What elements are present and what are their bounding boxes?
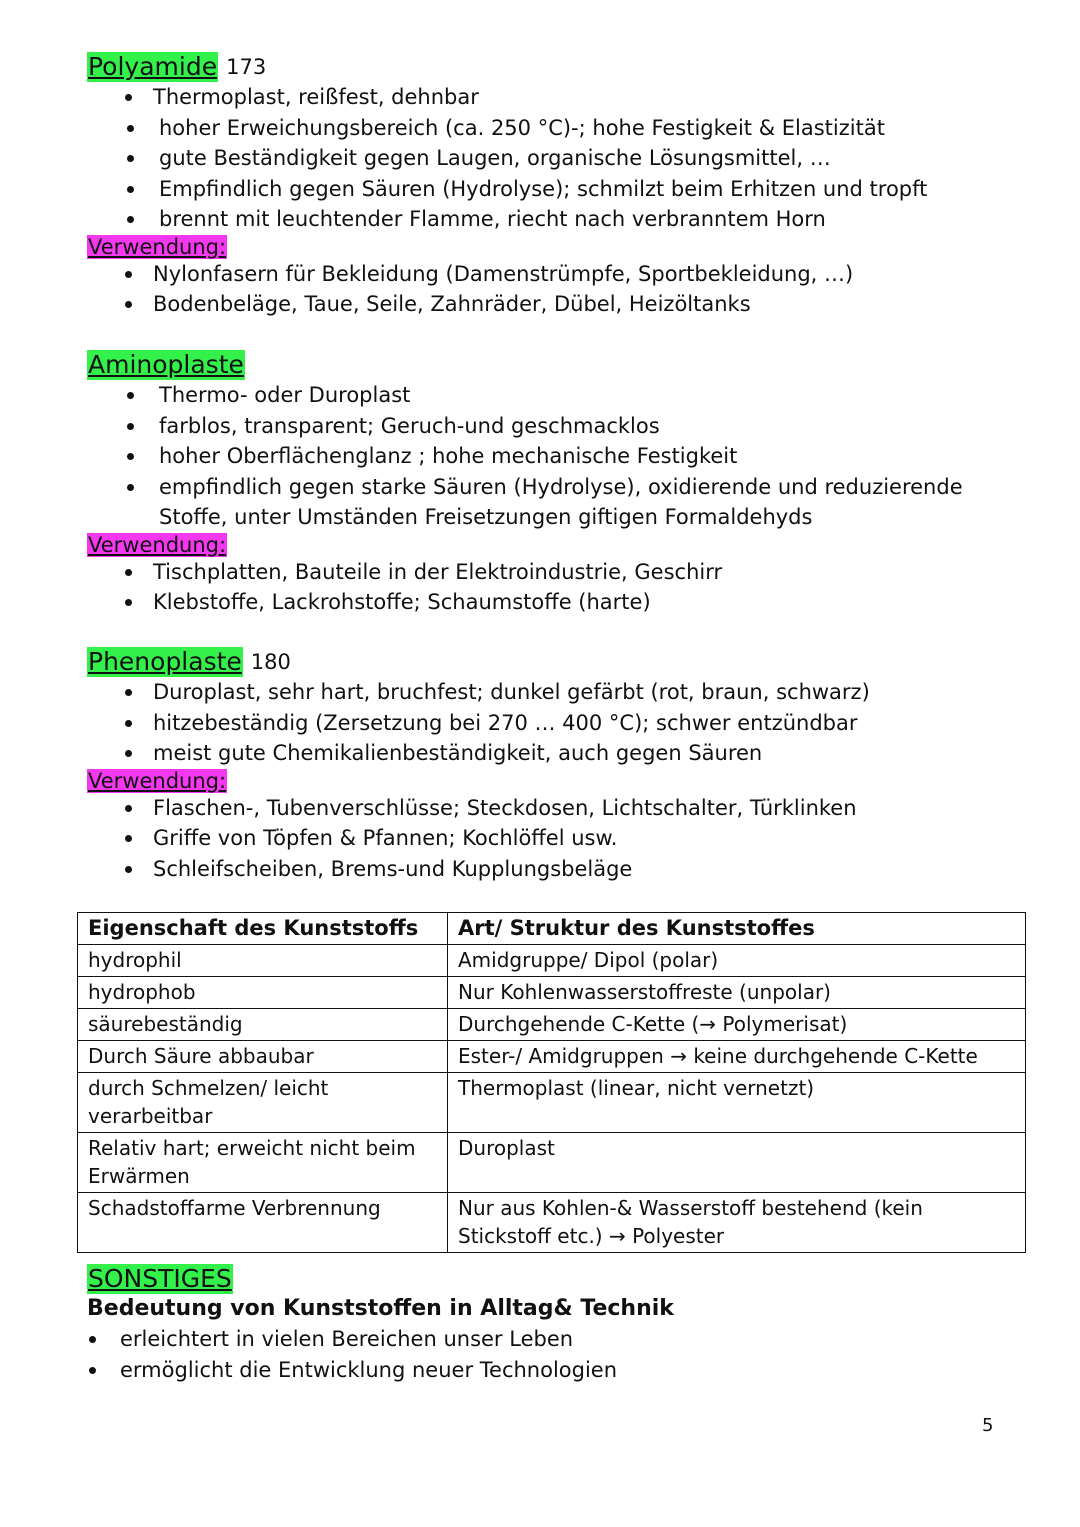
property-list bbox=[87, 113, 927, 235]
usage-list bbox=[87, 557, 1017, 618]
table-cell: Amidgruppe/ Dipol (polar) bbox=[448, 945, 1026, 977]
table-row bbox=[78, 1073, 1026, 1133]
list-item: Duroplast, sehr hart, bruchfest; dunkel gefärbt (rot, braun, schwarz) bbox=[87, 677, 870, 708]
item-list bbox=[87, 1324, 674, 1385]
page-number: 5 bbox=[982, 1415, 994, 1436]
list-item: Griffe von Töpfen & Pfannen; Kochlöffel usw. bbox=[87, 823, 870, 854]
table-cell: Ester-/ Amidgruppen → keine durchgehende C-Kette bbox=[448, 1041, 1026, 1073]
table-row bbox=[78, 1193, 1026, 1253]
section-title-sonstiges: SONSTIGES bbox=[88, 1264, 232, 1293]
list-item: empfindlich gegen starke Säuren (Hydrolyse), oxidierende und reduzierende Stoffe, unter Umständen Freisetzungen giftigen Formaldehyds bbox=[87, 472, 1017, 533]
section-title-aminoplaste: Aminoplaste bbox=[88, 350, 244, 379]
table-row bbox=[78, 1041, 1026, 1073]
list-item: Nylonfasern für Bekleidung (Damenstrümpfe, Sportbekleidung, …) bbox=[87, 259, 927, 290]
usage-label: Verwendung: bbox=[88, 532, 227, 557]
list-item: Bodenbeläge, Taue, Seile, Zahnräder, Dübel, Heizöltanks bbox=[87, 289, 927, 320]
list-item: hoher Erweichungsbereich (ca. 250 °C)-; hohe Festigkeit & Elastizität bbox=[87, 113, 927, 144]
table-row bbox=[78, 977, 1026, 1009]
section-phenoplaste bbox=[87, 647, 870, 884]
usage-label: Verwendung: bbox=[88, 768, 227, 793]
list-item: brennt mit leuchtender Flamme, riecht nach verbranntem Horn bbox=[87, 204, 927, 235]
property-structure-table bbox=[77, 912, 1026, 1253]
table-cell: Thermoplast (linear, nicht vernetzt) bbox=[448, 1073, 1026, 1133]
page-reference: 180 bbox=[250, 650, 291, 674]
page-reference: 173 bbox=[226, 55, 267, 79]
table-header-row bbox=[78, 913, 1026, 945]
list-item: Thermo- oder Duroplast bbox=[87, 380, 1017, 411]
list-item: Tischplatten, Bauteile in der Elektroindustrie, Geschirr bbox=[87, 557, 1017, 588]
table-cell: Schadstoffarme Verbrennung bbox=[78, 1193, 448, 1253]
table-cell: Duroplast bbox=[448, 1133, 1026, 1193]
usage-list bbox=[87, 793, 870, 885]
table-cell: Durch Säure abbaubar bbox=[78, 1041, 448, 1073]
property-list bbox=[87, 677, 870, 769]
property-list bbox=[87, 82, 927, 113]
section-title-polyamide: Polyamide bbox=[88, 52, 218, 81]
section-aminoplaste bbox=[87, 350, 1017, 618]
table-row bbox=[78, 1009, 1026, 1041]
table-cell: Durchgehende C-Kette (→ Polymerisat) bbox=[448, 1009, 1026, 1041]
table-cell: Nur Kohlenwasserstoffreste (unpolar) bbox=[448, 977, 1026, 1009]
list-item: Thermoplast, reißfest, dehnbar bbox=[87, 82, 927, 113]
list-item: hoher Oberflächenglanz ; hohe mechanische Festigkeit bbox=[87, 441, 1017, 472]
list-item: Flaschen-, Tubenverschlüsse; Steckdosen, Lichtschalter, Türklinken bbox=[87, 793, 870, 824]
list-item: erleichtert in vielen Bereichen unser Leben bbox=[87, 1324, 674, 1355]
table-cell: Nur aus Kohlen-& Wasserstoff bestehend (kein Stickstoff etc.) → Polyester bbox=[448, 1193, 1026, 1253]
list-item: ermöglicht die Entwicklung neuer Technologien bbox=[87, 1355, 674, 1386]
usage-list bbox=[87, 259, 927, 320]
section-polyamide bbox=[87, 52, 927, 320]
table-row bbox=[78, 1133, 1026, 1193]
table-cell: säurebeständig bbox=[78, 1009, 448, 1041]
table-cell: hydrophil bbox=[78, 945, 448, 977]
list-item: farblos, transparent; Geruch-und geschmacklos bbox=[87, 411, 1017, 442]
usage-label: Verwendung: bbox=[88, 234, 227, 259]
table-cell: durch Schmelzen/ leicht verarbeitbar bbox=[78, 1073, 448, 1133]
table-header-cell: Art/ Struktur des Kunststoffes bbox=[448, 913, 1026, 945]
table-cell: hydrophob bbox=[78, 977, 448, 1009]
table-cell: Relativ hart; erweicht nicht beim Erwärmen bbox=[78, 1133, 448, 1193]
table-header-cell: Eigenschaft des Kunststoffs bbox=[78, 913, 448, 945]
table-row bbox=[78, 945, 1026, 977]
list-item: meist gute Chemikalienbeständigkeit, auch gegen Säuren bbox=[87, 738, 870, 769]
property-list bbox=[87, 380, 1017, 533]
list-item: hitzebeständig (Zersetzung bei 270 … 400 °C); schwer entzündbar bbox=[87, 708, 870, 739]
section-sonstiges bbox=[87, 1264, 674, 1385]
list-item: Empfindlich gegen Säuren (Hydrolyse); schmilzt beim Erhitzen und tropft bbox=[87, 174, 927, 205]
section-subtitle: Bedeutung von Kunststoffen in Alltag& Technik bbox=[87, 1296, 674, 1321]
list-item: Schleifscheiben, Brems-und Kupplungsbeläge bbox=[87, 854, 870, 885]
list-item: Klebstoffe, Lackrohstoffe; Schaumstoffe (harte) bbox=[87, 587, 1017, 618]
list-item: gute Beständigkeit gegen Laugen, organische Lösungsmittel, … bbox=[87, 143, 927, 174]
section-title-phenoplaste: Phenoplaste bbox=[88, 647, 242, 676]
